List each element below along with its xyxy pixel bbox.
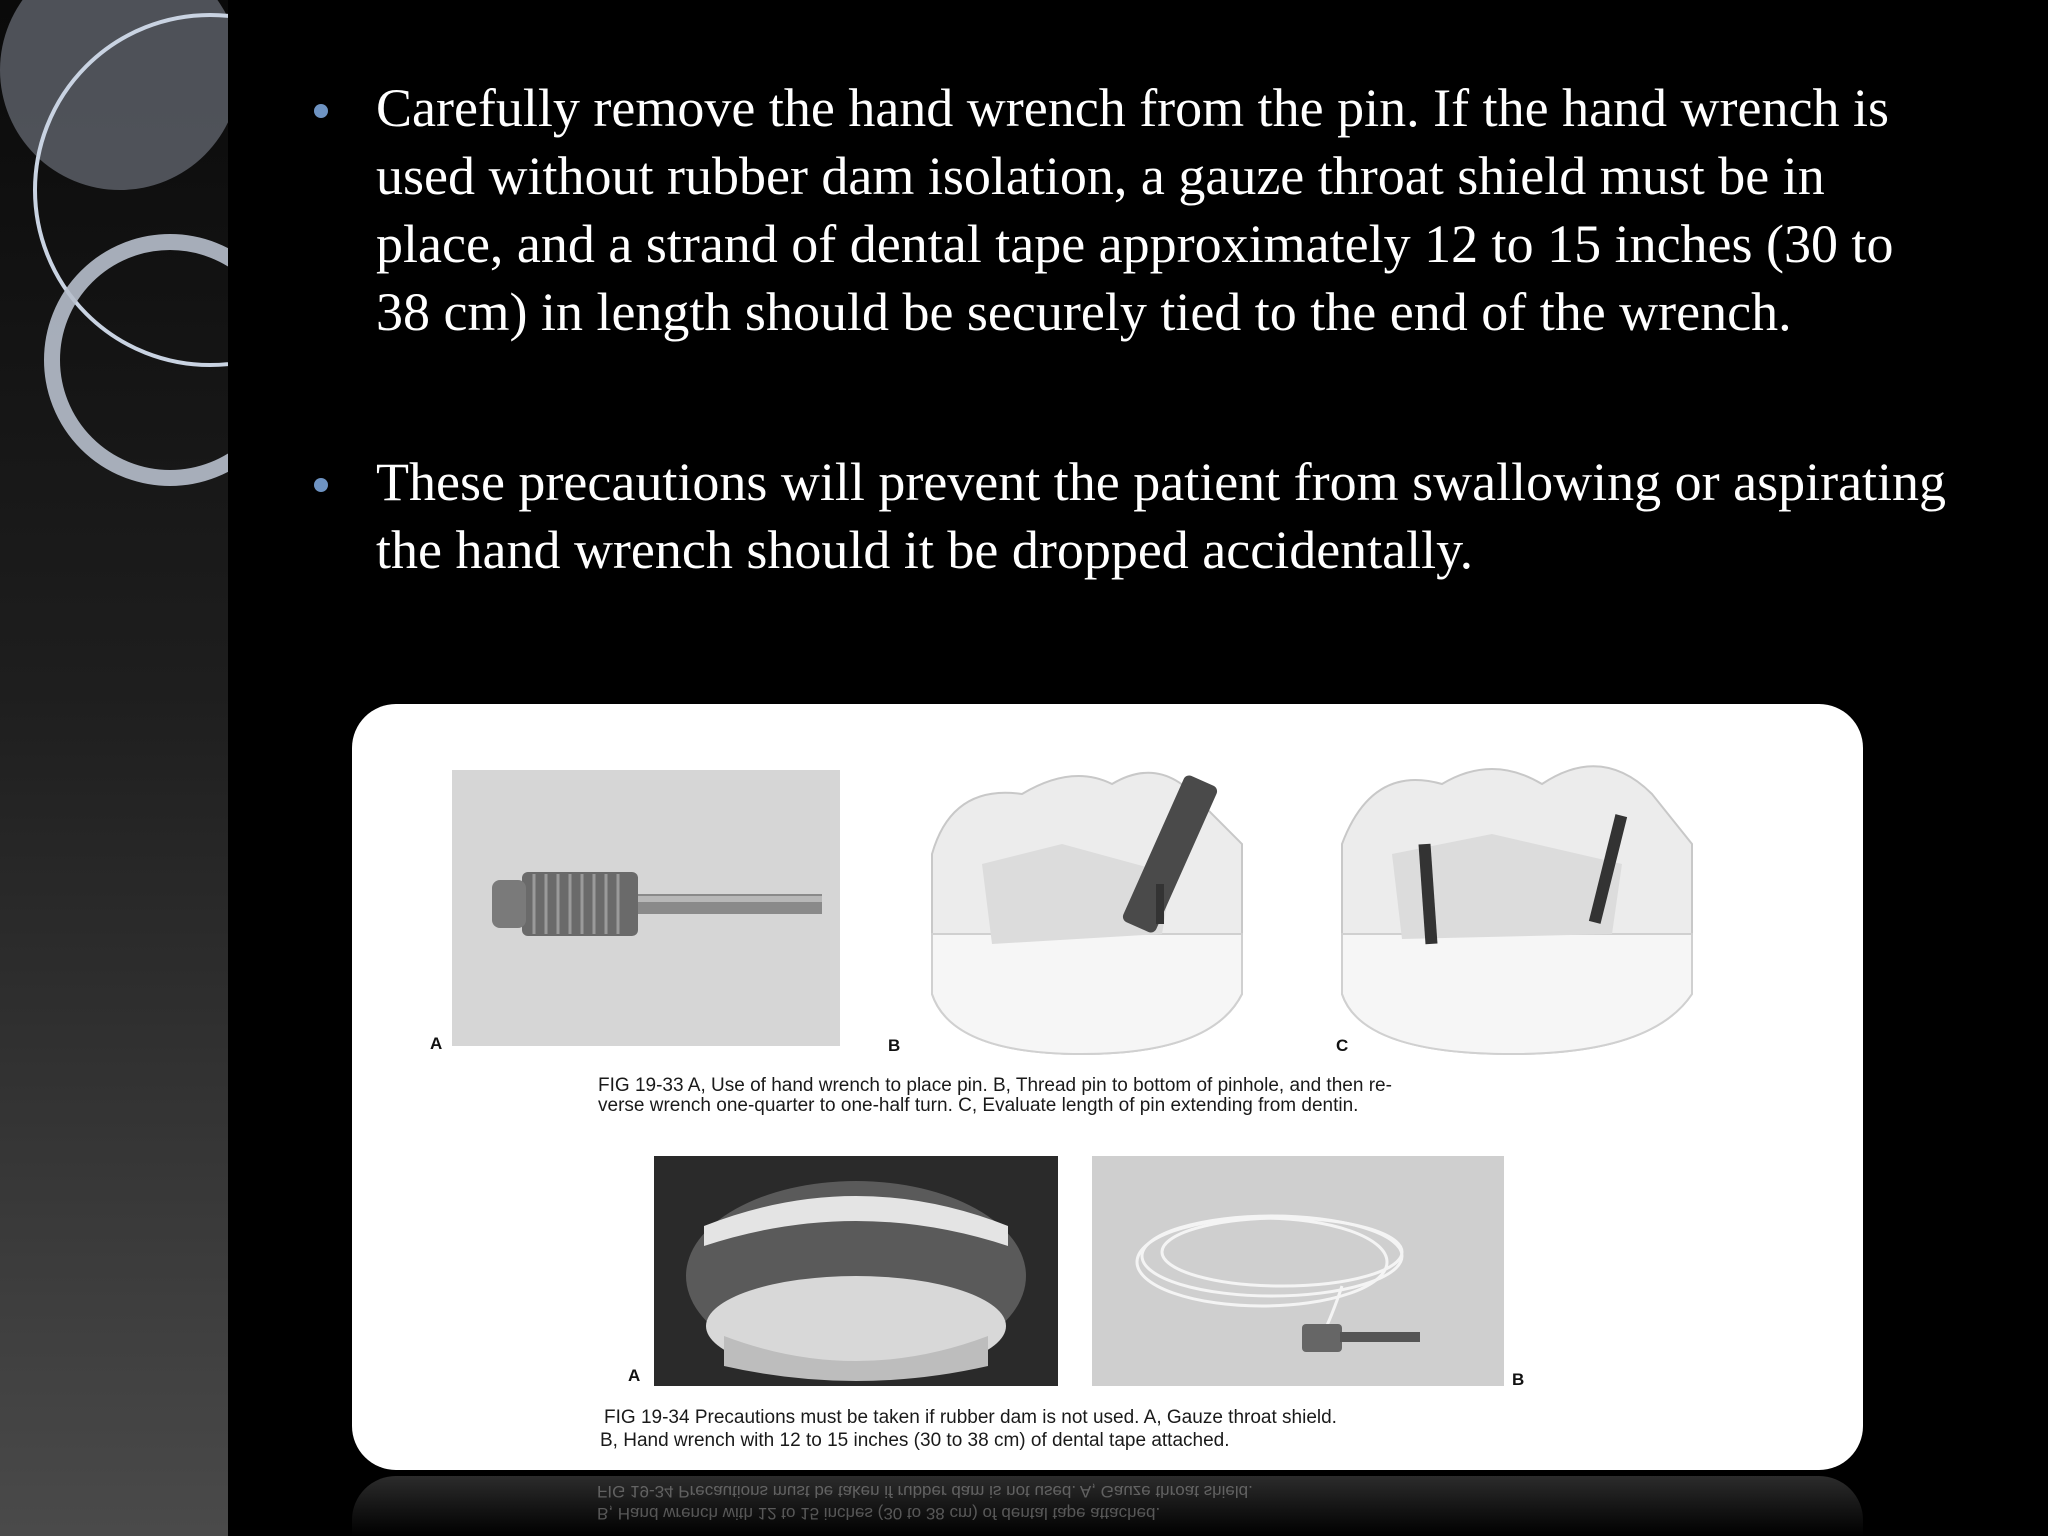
figure-caption: verse wrench one-quarter to one-half turn. C, Evaluate length of pin extending from dentin. [598, 1095, 1359, 1116]
figure-reflection [352, 1476, 1863, 1536]
bullet-text: These precautions will prevent the patient from swallowing or aspirating the hand wrench should it be dropped accidentally. [376, 452, 1947, 580]
bullet-item [300, 448, 1960, 584]
figure-panel [352, 704, 1863, 1470]
figure-label: B [1512, 1370, 1525, 1389]
hand-wrench-photo [452, 770, 840, 1046]
tooth-model-wrench-photo [912, 734, 1272, 1064]
figure-caption: B, Hand wrench with 12 to 15 inches (30 to 38 cm) of dental tape attached. [600, 1430, 1230, 1451]
bullet-list [300, 74, 1960, 584]
bullet-text: Carefully remove the hand wrench from the pin. If the hand wrench is used without rubber dam isolation, a gauze throat shield must be in place, and a strand of dental tape approximately 12 to 15 inches (30 to 38 cm) in length should be securely tied to the end of the wrench. [376, 78, 1894, 342]
decorative-rings [0, 0, 228, 1536]
tooth-model-pins-photo [1322, 734, 1722, 1064]
bullet-dot-icon [314, 104, 328, 118]
figure-label: B [888, 1036, 901, 1055]
decorative-side-panel [0, 0, 228, 1536]
bullet-item [300, 74, 1960, 346]
reflection-ghost-text: B, Hand wrench with 12 to 15 inches (30 to 38 cm) of dental tape attached. FIG 19-34 Precautions must be taken if rubber dam is not used. A, Gauze throat shield. [597, 1482, 1253, 1523]
throat-shield-photo [654, 1156, 1058, 1386]
wrench-with-tape-photo [1092, 1156, 1504, 1386]
figure-caption: FIG 19-33 A, Use of hand wrench to place pin. B, Thread pin to bottom of pinhole, and then re- [598, 1075, 1392, 1096]
figure-caption: FIG 19-34 Precautions must be taken if rubber dam is not used. A, Gauze throat shield. [604, 1407, 1337, 1428]
figure-label: A [628, 1366, 641, 1385]
figure-label: C [1336, 1036, 1349, 1055]
figure-label: A [430, 1034, 443, 1053]
bullet-dot-icon [314, 478, 328, 492]
